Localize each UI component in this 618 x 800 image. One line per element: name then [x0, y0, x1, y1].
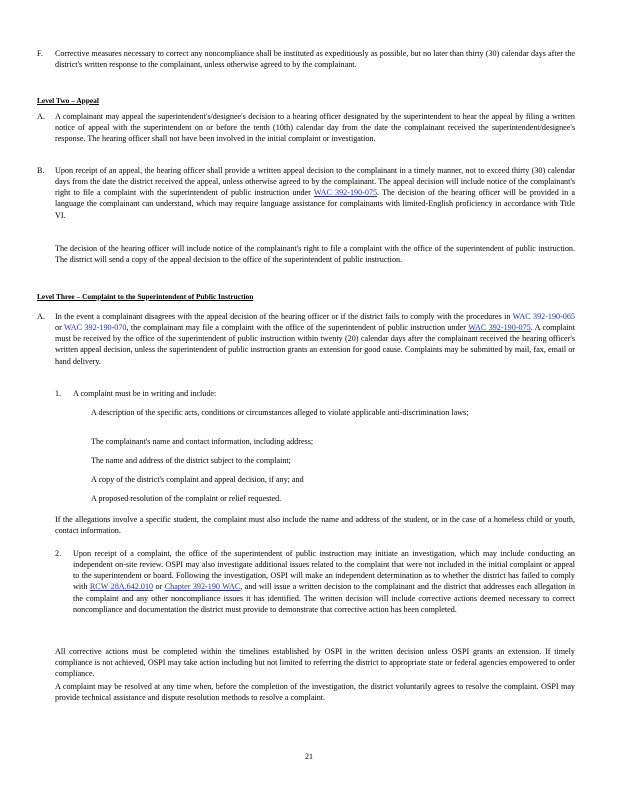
- level-three-a-text-part: or: [55, 323, 65, 333]
- item-2-label: 2.: [55, 549, 62, 558]
- level-two-b-text-part: . The decision of the hearing officer will be provided in a language the complainant can understand, which may require language assistance for complainants with limited-English proficiency in accordance with Title VI.: [55, 188, 575, 220]
- bullet-item-5: [91, 493, 573, 504]
- item-1-text: A complaint must be in writing and include:: [73, 389, 217, 398]
- level-two-b-notice: The decision of the hearing officer will include notice of the complainant's right to file a complaint with the office of the superintendent of public instruction. The district will send a copy of the appeal decision to the office of the superintendent of public instruction.: [55, 244, 575, 265]
- item-2-text-part: , and will issue a written decision to the complainant and the district that addresses each allegation in the complaint and any other noncompliance issues it has identified. The written decision will include corrective actions deemed necessary to correct noncompliance and documentation the district must provide to demonstrate that corrective action has been completed.: [73, 582, 575, 614]
- level-three-a-text-part: In the event a complainant disagrees with the appeal decision of the hearing officer or if the district fails to comply with the procedures in: [55, 312, 513, 321]
- wac-392-190-075-link-2[interactable]: WAC 392-190-075: [468, 323, 531, 333]
- bullet-text: The complainant's name and contact information, including address;: [91, 437, 314, 446]
- level-two-heading: Level Two – Appeal: [37, 96, 99, 105]
- item-1-allegations: If the allegations involve a specific student, the complaint must also include the name and address of the student, or in the case of a homeless child or youth, contact information.: [55, 515, 575, 536]
- level-three-a-text: [55, 311, 575, 367]
- level-two-a-text: A complainant may appeal the superintendent's/designee's decision to a hearing officer designated by the superintendent to hear the appeal by filing a written notice of appeal with the superintendent on or before the tenth (10th) calendar day from the date the complainant received the superintendent/designee's response. The hearing officer shall not have been involved in the initial complaint or investigation.: [55, 112, 575, 144]
- bullet-item-2: [91, 436, 573, 447]
- item-2-text: [73, 548, 575, 615]
- section-f-text: Corrective measures necessary to correct any noncompliance shall be instituted as expeditiously as possible, but no later than thirty (30) calendar days after the district's written response to the complainant, unless otherwise agreed to by the complainant.: [55, 49, 575, 70]
- level-three-heading: Level Three – Complaint to the Superintendent of Public Instruction: [37, 292, 254, 301]
- wac-392-190-075-link[interactable]: WAC 392-190-075: [313, 188, 378, 198]
- bullet-text: The name and address of the district subject to the complaint;: [91, 456, 291, 465]
- rcw-28a-642-010-link[interactable]: RCW 28A.642.010: [89, 582, 154, 592]
- page-number: 21: [305, 752, 313, 761]
- level-two-a-label: A.: [37, 112, 45, 121]
- item-1-label: 1.: [55, 389, 62, 398]
- corrective-actions-paragraph: All corrective actions must be completed within the timelines established by OSPI in the written decision unless OSPI grants an extension. If timely compliance is not achieved, OSPI may take action including but not limited to referring the district to appropriate state or federal agencies empowered to order compliance.: [55, 647, 575, 679]
- level-three-a-label: A.: [37, 312, 45, 321]
- wac-392-190-065-link[interactable]: WAC 392-190-065: [512, 312, 575, 321]
- bullet-item-4: [91, 474, 573, 485]
- bullet-text: A description of the specific acts, conditions or circumstances alleged to violate applicable anti-discrimination laws;: [91, 408, 469, 417]
- resolution-paragraph: A complaint may be resolved at any time when, before the completion of the investigation, the district voluntarily agrees to resolve the complaint. OSPI may provide technical assistance and dispute resolution methods to resolve a complaint.: [55, 682, 575, 703]
- level-two-b-text-part: Upon receipt of an appeal, the hearing officer shall provide a written appeal decision to the complainant in a timely manner, not to exceed thirty (30) calendar days from the date the district received the appeal, unless otherwise agreed to by the complainant. The appeal decision will include notice of the complainant's right to file a complaint with the superintendent of public instruction under: [55, 166, 575, 198]
- section-f-label: F.: [37, 49, 43, 58]
- level-two-b-label: B.: [37, 166, 45, 175]
- wac-392-190-070-link[interactable]: WAC 392-190-070: [64, 323, 127, 333]
- level-three-a-text-part: , the complainant may file a complaint with the office of the superintendent of public instruction under: [126, 323, 469, 333]
- bullet-item-3: [91, 455, 573, 466]
- bullet-text: A copy of the district's complaint and appeal decision, if any; and: [91, 475, 304, 484]
- item-2-text-part: Upon receipt of a complaint, the office of the superintendent of public instruction may initiate an investigation, which may include conducting an independent on-site review. OSPI may also investigate additional issues related to the complaint that were not included in the initial complaint or appeal to the superintendent or board. Following the investigation, OSPI will make an independent determination as to whether the district has failed to comply with: [73, 549, 575, 592]
- item-2-text-part: or: [153, 582, 165, 592]
- chapter-392-190-wac-link[interactable]: Chapter 392-190 WAC: [164, 582, 241, 592]
- level-three-a-text-part: . A complaint must be received by the office of the superintendent of public instruction within twenty (20) calendar days after the complainant received the hearing officer's written appeal decision, unless the superintendent of public instruction grants an extension for good cause. Complaints may be submitted by mail, fax, email or hand delivery.: [55, 323, 575, 366]
- level-two-b-text: [55, 165, 575, 221]
- bullet-item-1: [91, 407, 573, 418]
- bullet-text: A proposed resolution of the complaint or relief requested.: [91, 494, 282, 503]
